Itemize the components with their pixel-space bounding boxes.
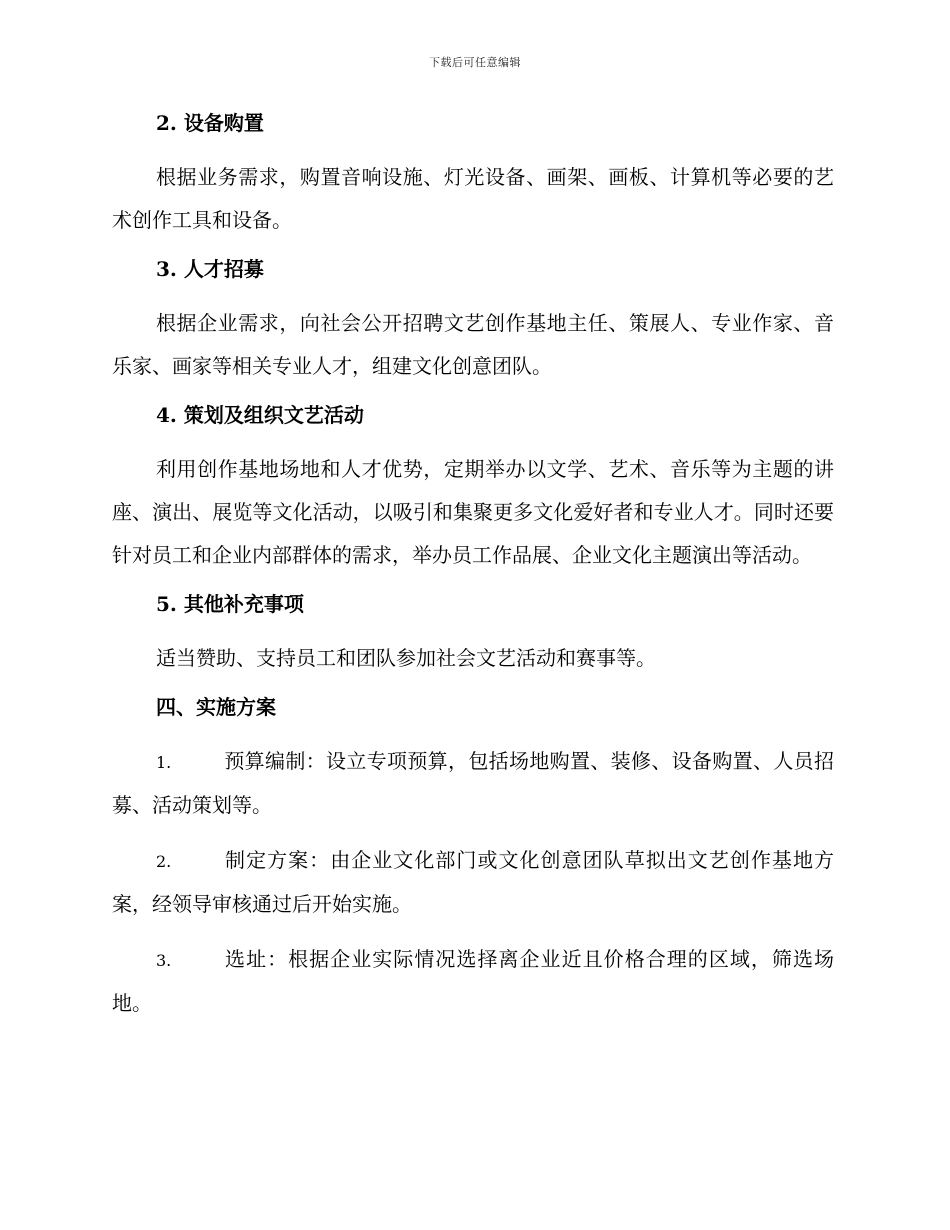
section-heading-talent: 3. 人才招募 [156, 257, 264, 281]
section-heading-activities: 4. 策划及组织文艺活动 [156, 403, 364, 427]
plan-item-number: 1. [156, 753, 172, 772]
section-body-activities: 利用创作基地场地和人才优势，定期举办以文学、艺术、音乐等为主题的讲座、演出、展览等文化活动，以吸引和集聚更多文化爱好者和专业人才。同时还要针对员工和企业内部群体的需求，举办员工作品展、企业文化主题演出等活动。 [112, 457, 834, 567]
plan-item-text: 选址：根据企业实际情况选择离企业近且价格合理的区域，筛选场地。 [112, 947, 834, 1015]
section-heading-equipment: 2. 设备购置 [156, 111, 264, 135]
plan-item [112, 839, 834, 926]
section-body-equipment: 根据业务需求，购置音响设施、灯光设备、画架、画板、计算机等必要的艺术创作工具和设备。 [112, 165, 834, 232]
plan-item-number: 3. [156, 951, 172, 970]
plan-item-text: 预算编制：设立专项预算，包括场地购置、装修、设备购置、人员招募、活动策划等。 [112, 749, 834, 817]
header-note: 下载后可任意编辑 [429, 56, 521, 69]
plan-item [112, 740, 834, 827]
plan-item-text: 制定方案：由企业文化部门或文化创意团队草拟出文艺创作基地方案，经领导审核通过后开始实施。 [112, 848, 834, 916]
section-heading-other: 5. 其他补充事项 [156, 592, 304, 616]
section-body-other: 适当赞助、支持员工和团队参加社会文艺活动和赛事等。 [156, 646, 656, 670]
document-content [112, 108, 834, 1037]
section-body-talent: 根据企业需求，向社会公开招聘文艺创作基地主任、策展人、专业作家、音乐家、画家等相关专业人才，组建文化创意团队。 [112, 311, 834, 378]
part-heading-implementation: 四、实施方案 [156, 695, 276, 719]
plan-item-number: 2. [156, 852, 172, 871]
plan-item [112, 938, 834, 1025]
